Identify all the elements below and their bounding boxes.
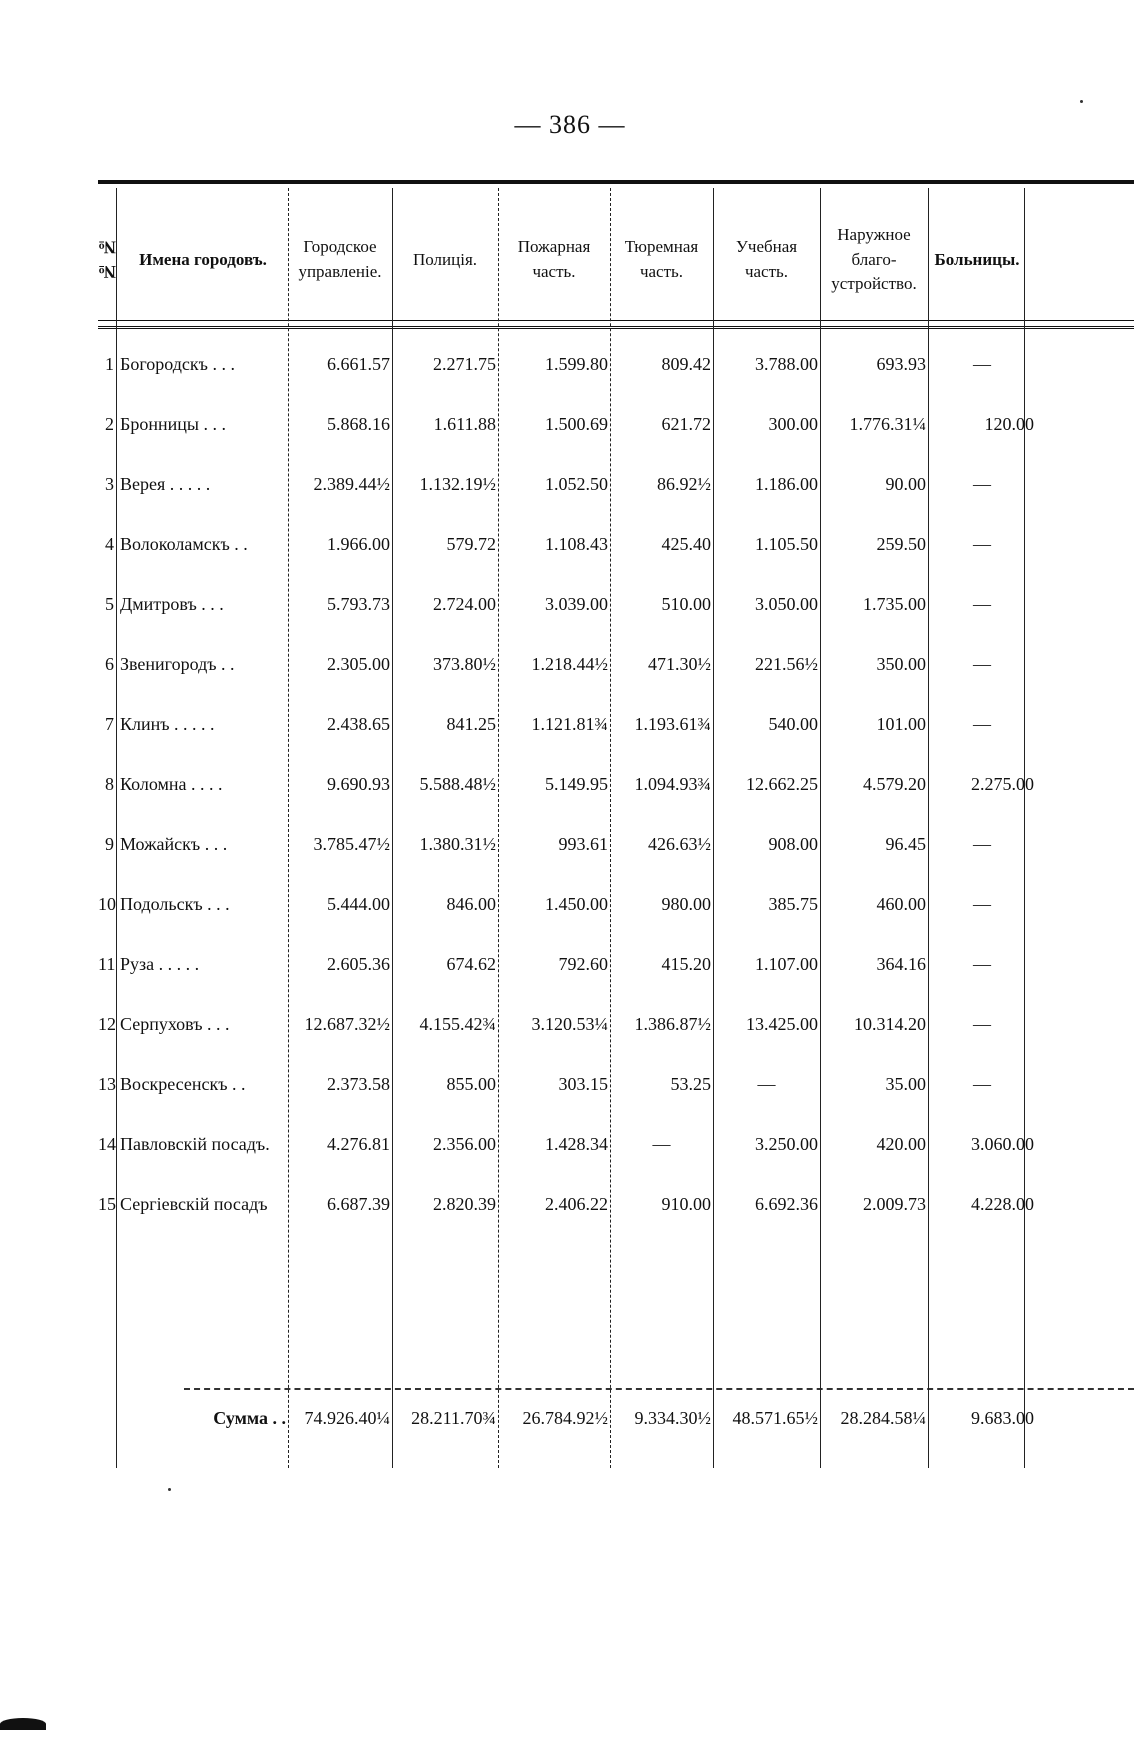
police-value: 841.25 [446, 714, 496, 734]
police-value: 5.588.48½ [419, 774, 496, 794]
hospitals-value: — [973, 894, 991, 914]
table-row [98, 404, 1134, 444]
external-improvement-value: 460.00 [876, 894, 926, 914]
education-department-value: 13.425.00 [746, 1014, 818, 1034]
police-value: 674.62 [446, 954, 496, 974]
external-improvement-value: 35.00 [885, 1074, 926, 1094]
fire-department-value: 1.052.50 [545, 474, 608, 494]
education-department-value: 1.107.00 [755, 954, 818, 974]
external-improvement-value: 90.00 [885, 474, 926, 494]
finance-table [98, 180, 1134, 1470]
table-row [98, 524, 1134, 564]
row-number: 4 [105, 534, 114, 554]
total-police: 28.211.70¾ [411, 1408, 496, 1428]
education-department-value: 385.75 [768, 894, 818, 914]
prison-department-value: 1.386.87½ [634, 1014, 711, 1034]
police-value: 2.356.00 [433, 1134, 496, 1154]
row-number: 15 [98, 1194, 116, 1214]
external-improvement-value: 4.579.20 [863, 774, 926, 794]
header-fire-department: Пожарная часть. [517, 237, 591, 281]
page-number: — 386 — [514, 110, 626, 139]
police-value: 373.80½ [433, 654, 496, 674]
city-name: Можайскъ . . . [120, 834, 228, 854]
total-city-administration: 74.926.40¼ [304, 1408, 390, 1428]
row-number: 14 [98, 1134, 116, 1154]
row-number: 1 [105, 354, 114, 374]
city-name: Звенигородъ . . [120, 654, 235, 674]
prison-department-value: 426.63½ [648, 834, 711, 854]
paper-speck [168, 1488, 171, 1491]
education-department-value: 908.00 [768, 834, 818, 854]
fire-department-value: 1.428.34 [545, 1134, 608, 1154]
external-improvement-value: 1.735.00 [863, 594, 926, 614]
table-row [98, 1184, 1134, 1224]
header-rule [98, 320, 1134, 327]
row-number: 10 [98, 894, 116, 914]
prison-department-value: 510.00 [661, 594, 711, 614]
city-administration-value: 2.373.58 [327, 1074, 390, 1094]
city-name: Павловскій посадъ. [120, 1134, 270, 1154]
header-hospitals: Больницы. [934, 249, 1020, 269]
city-name: Дмитровъ . . . [120, 594, 224, 614]
fire-department-value: 1.599.80 [545, 354, 608, 374]
education-department-value: 1.105.50 [755, 534, 818, 554]
city-name: Волоколамскъ . . [120, 534, 248, 554]
row-number: 9 [105, 834, 114, 854]
hospitals-value: 3.060.00 [971, 1134, 1034, 1154]
table-row [98, 1124, 1134, 1164]
prison-department-value: 471.30½ [648, 654, 711, 674]
external-improvement-value: 2.009.73 [863, 1194, 926, 1214]
row-number: 6 [105, 654, 114, 674]
prison-department-value: 53.25 [670, 1074, 711, 1094]
police-value: 1.611.88 [433, 414, 496, 434]
hospitals-value: — [973, 1074, 991, 1094]
header-external-improvement: Наружное благо-устройство. [831, 225, 917, 294]
row-number: 12 [98, 1014, 116, 1034]
total-hospitals: 9.683.00 [971, 1408, 1034, 1428]
fire-department-value: 1.450.00 [545, 894, 608, 914]
paper-speck [1080, 100, 1083, 103]
hospitals-value: — [973, 354, 991, 374]
external-improvement-value: 350.00 [876, 654, 926, 674]
total-prison-department: 9.334.30½ [634, 1408, 711, 1428]
fire-department-value: 1.108.43 [545, 534, 608, 554]
city-administration-value: 2.305.00 [327, 654, 390, 674]
table-row [98, 944, 1134, 984]
row-number: 5 [105, 594, 114, 614]
external-improvement-value: 420.00 [876, 1134, 926, 1154]
total-external-improvement: 28.284.58¼ [840, 1408, 926, 1428]
prison-department-value: 425.40 [661, 534, 711, 554]
city-name: Воскресенскъ . . [120, 1074, 246, 1094]
prison-department-value: 415.20 [661, 954, 711, 974]
city-administration-value: 2.605.36 [327, 954, 390, 974]
city-administration-value: 3.785.47½ [313, 834, 390, 854]
police-value: 2.820.39 [433, 1194, 496, 1214]
city-name: Клинъ . . . . . [120, 714, 215, 734]
fire-department-value: 1.218.44½ [531, 654, 608, 674]
city-administration-value: 6.661.57 [327, 354, 390, 374]
hospitals-value: — [973, 1014, 991, 1034]
police-value: 855.00 [446, 1074, 496, 1094]
fire-department-value: 993.61 [558, 834, 608, 854]
table-row [98, 584, 1134, 624]
city-administration-value: 4.276.81 [327, 1134, 390, 1154]
row-number: 13 [98, 1074, 116, 1094]
education-department-value: 221.56½ [755, 654, 818, 674]
header-prison-department: Тюремная часть. [624, 237, 699, 281]
fire-department-value: 1.500.69 [545, 414, 608, 434]
prison-department-value: 1.094.93¾ [634, 774, 711, 794]
prison-department-value: 1.193.61¾ [634, 714, 711, 734]
hospitals-value: — [973, 594, 991, 614]
police-value: 579.72 [446, 534, 496, 554]
hospitals-value: — [973, 954, 991, 974]
external-improvement-value: 693.93 [876, 354, 926, 374]
fire-department-value: 5.149.95 [545, 774, 608, 794]
city-administration-value: 2.438.65 [327, 714, 390, 734]
police-value: 4.155.42¾ [419, 1014, 496, 1034]
external-improvement-value: 1.776.31¼ [849, 414, 926, 434]
row-number: 3 [105, 474, 114, 494]
total-education-department: 48.571.65½ [732, 1408, 818, 1428]
city-administration-value: 1.966.00 [327, 534, 390, 554]
table-row [98, 704, 1134, 744]
table-row [98, 764, 1134, 804]
prison-department-value: — [652, 1134, 671, 1154]
fire-department-value: 3.039.00 [545, 594, 608, 614]
prison-department-value: 980.00 [661, 894, 711, 914]
header-city-administration: Городское управленіе. [298, 237, 382, 281]
row-number: 7 [105, 714, 114, 734]
city-administration-value: 5.444.00 [327, 894, 390, 914]
education-department-value: — [757, 1074, 776, 1094]
education-department-value: 3.250.00 [755, 1134, 818, 1154]
top-rule [98, 180, 1134, 184]
external-improvement-value: 259.50 [876, 534, 926, 554]
city-name: Подольскъ . . . [120, 894, 230, 914]
prison-department-value: 910.00 [661, 1194, 711, 1214]
city-name: Богородскъ . . . [120, 354, 235, 374]
external-improvement-value: 364.16 [876, 954, 926, 974]
hospitals-value: 120.00 [984, 414, 1034, 434]
education-department-value: 300.00 [768, 414, 818, 434]
education-department-value: 6.692.36 [755, 1194, 818, 1214]
fire-department-value: 3.120.53¼ [531, 1014, 608, 1034]
prison-department-value: 86.92½ [657, 474, 711, 494]
table-row [98, 1004, 1134, 1044]
fire-department-value: 303.15 [558, 1074, 608, 1094]
table-row [98, 464, 1134, 504]
header-rule-thin [98, 328, 1134, 330]
education-department-value: 3.050.00 [755, 594, 818, 614]
education-department-value: 540.00 [768, 714, 818, 734]
city-administration-value: 2.389.44½ [313, 474, 390, 494]
hospitals-value: 4.228.00 [971, 1194, 1034, 1214]
hospitals-value: — [973, 714, 991, 734]
fire-department-value: 792.60 [558, 954, 608, 974]
hospitals-value: — [973, 834, 991, 854]
row-number: 2 [105, 414, 114, 434]
city-administration-value: 5.868.16 [327, 414, 390, 434]
city-administration-value: 5.793.73 [327, 594, 390, 614]
header-city: Имена городовъ. [139, 249, 267, 269]
education-department-value: 12.662.25 [746, 774, 818, 794]
police-value: 846.00 [446, 894, 496, 914]
fire-department-value: 1.121.81¾ [531, 714, 608, 734]
hospitals-value: — [973, 654, 991, 674]
police-value: 2.271.75 [433, 354, 496, 374]
table-row [98, 344, 1134, 384]
city-name: Сергіевскій посадъ [120, 1194, 268, 1214]
city-name: Верея . . . . . [120, 474, 211, 494]
row-number: 8 [105, 774, 114, 794]
table-row [98, 884, 1134, 924]
external-improvement-value: 101.00 [876, 714, 926, 734]
police-value: 1.380.31½ [419, 834, 496, 854]
row-number: 11 [98, 954, 116, 974]
city-name: Руза . . . . . [120, 954, 200, 974]
hospitals-value: — [973, 534, 991, 554]
education-department-value: 3.788.00 [755, 354, 818, 374]
corner-ink-mark [0, 1718, 46, 1730]
external-improvement-value: 96.45 [885, 834, 926, 854]
police-value: 2.724.00 [433, 594, 496, 614]
table-row [98, 824, 1134, 864]
table-row [98, 644, 1134, 684]
city-administration-value: 12.687.32½ [304, 1014, 390, 1034]
fire-department-value: 2.406.22 [545, 1194, 608, 1214]
total-fire-department: 26.784.92½ [522, 1408, 608, 1428]
education-department-value: 1.186.00 [755, 474, 818, 494]
hospitals-value: — [973, 474, 991, 494]
hospitals-value: 2.275.00 [971, 774, 1034, 794]
city-name: Бронницы . . . [120, 414, 226, 434]
table-row [98, 1064, 1134, 1104]
total-rule [184, 1388, 1134, 1390]
city-administration-value: 6.687.39 [327, 1194, 390, 1214]
header-number: № № [96, 237, 117, 283]
city-administration-value: 9.690.93 [327, 774, 390, 794]
police-value: 1.132.19½ [419, 474, 496, 494]
header-police: Полиція. [412, 249, 478, 269]
header-education-department: Учебная часть. [735, 237, 798, 281]
prison-department-value: 621.72 [661, 414, 711, 434]
city-name: Серпуховъ . . . [120, 1014, 230, 1034]
total-label: Сумма . . [213, 1408, 286, 1428]
external-improvement-value: 10.314.20 [854, 1014, 926, 1034]
city-name: Коломна . . . . [120, 774, 223, 794]
total-row [98, 1398, 1134, 1438]
prison-department-value: 809.42 [661, 354, 711, 374]
